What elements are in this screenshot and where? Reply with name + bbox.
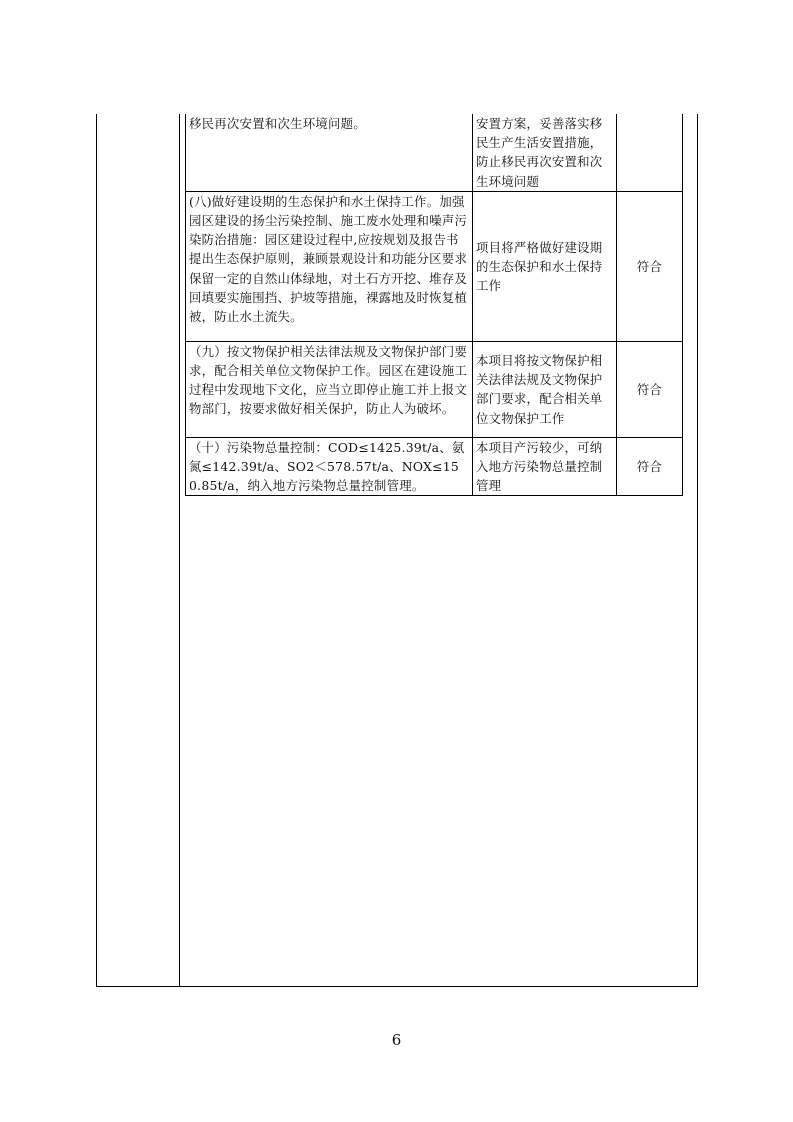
table-row <box>186 191 683 341</box>
requirement-cell: 移民再次安置和次生环境问题。 <box>186 114 473 191</box>
table-row <box>186 437 683 496</box>
requirement-cell: （九）按文物保护相关法律法规及文物保护部门要求，配合相关单位文物保护工作。园区在建设施工过程中发现地下文化，应当立即停止施工并上报文物部门，按要求做好相关保护，防止人为破坏。 <box>186 341 473 437</box>
requirement-cell: （十）污染物总量控制：COD≤1425.39t/a、氨氮≤142.39t/a、SO2＜578.57t/a、NOX≤150.85t/a，纳入地方污染物总量控制管理。 <box>186 437 473 496</box>
measure-cell: 本项目产污较少，可纳入地方污染物总量控制管理 <box>473 437 617 496</box>
compliance-table <box>185 114 683 496</box>
measure-cell: 项目将严格做好建设期的生态保护和水土保持工作 <box>473 191 617 341</box>
status-cell <box>617 114 683 191</box>
page-number: 6 <box>391 1031 402 1049</box>
status-cell: 符合 <box>617 437 683 496</box>
table-row <box>186 114 683 191</box>
status-cell: 符合 <box>617 191 683 341</box>
outer-table-column-divider <box>179 114 180 987</box>
measure-cell: 本项目将按文物保护相关法律法规及文物保护部门要求，配合相关单位文物保护工作 <box>473 341 617 437</box>
status-cell: 符合 <box>617 341 683 437</box>
requirement-cell: (八)做好建设期的生态保护和水土保持工作。加强园区建设的扬尘污染控制、施工废水处理和噪声污染防治措施：园区建设过程中,应按规划及报告书提出生态保护原则，兼顾景观设计和功能分区要求保留一定的自然山体绿地，对土石方开挖、堆存及回填要实施围挡、护坡等措施，裸露地及时恢复植被，防止水土流失。 <box>186 191 473 341</box>
table-row <box>186 341 683 437</box>
measure-cell: 安置方案，妥善落实移民生产生活安置措施，防止移民再次安置和次生环境问题 <box>473 114 617 191</box>
